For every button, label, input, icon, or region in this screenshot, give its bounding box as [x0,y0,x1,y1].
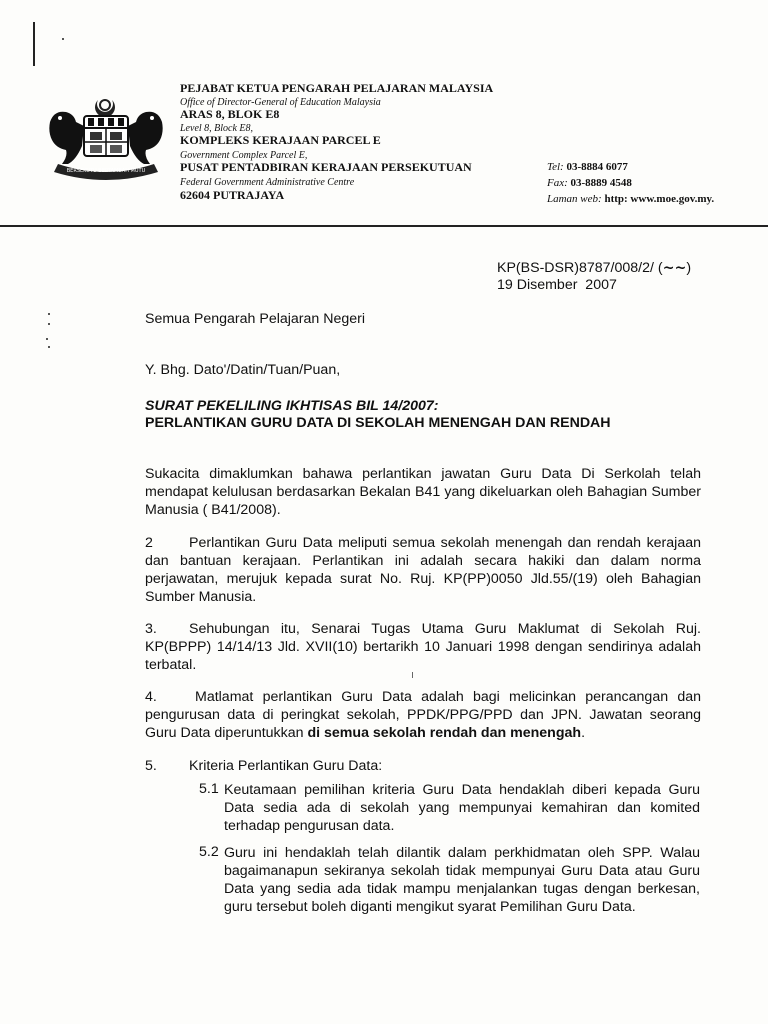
tel-label: Tel: [547,161,564,173]
scan-dot [46,338,48,340]
malaysia-coat-of-arms-icon [40,92,172,182]
paragraph-4 [145,688,701,742]
scan-dot [48,346,50,348]
paragraph-4-bold: di semua sekolah rendah dan menengah [307,725,582,741]
paragraph-3 [145,620,701,674]
letterhead-line-7: PUSAT PENTADBIRAN KERAJAAN PERSEKUTUAN [180,160,472,174]
fax-line [547,176,632,191]
header-divider [0,225,768,227]
web-line [547,192,714,207]
scan-dot [48,323,50,325]
letterhead-line-6: Government Complex Parcel E, [180,150,308,161]
tel-value: 03-8884 6077 [566,161,628,173]
handwritten-mark: ~~ [662,260,687,276]
svg-text:BERSEKUTU BERTAMBAH MUTU: BERSEKUTU BERTAMBAH MUTU [66,168,146,174]
recipient: Semua Pengarah Pelajaran Negeri [145,311,366,327]
paragraph-4-text: Matlamat perlantikan Guru Data adalah bagi melicinkan perancangan dan pengurusan data di peringkat sekolah, PPDK/PPG/PPD dan JPN. Jawatan seorang Guru Data diperuntukkan [145,689,701,741]
item-5-2-text: Guru ini hendaklah telah dilantik dalam perkhidmatan oleh SPP. Walau bagaimanapun sekiranya sekolah tidak mempunyai Guru Data atau Guru Data yang sedia ada tidak mampu menjalankan tugas dengan berkesan, guru tersebut boleh diganti mengikut syarat Pemilihan Guru Data. [224,845,700,915]
letterhead-line-4: Level 8, Block E8, [180,123,254,134]
item-5-1-text: Keutamaan pemilihan kriteria Guru Data hendaklah diberi kepada Guru Data sedia ada di sekolah yang mempunyai kemahiran dan komited terhadap pengurusan data. [224,782,700,834]
paragraph-4-end: . [581,725,586,741]
item-5-1-num: 5.1 [199,781,219,797]
letterhead-line-2: Office of Director-General of Education Malaysia [180,97,381,108]
scan-dot [48,313,50,315]
web-label: Laman web: [547,193,602,205]
letterhead-line-9: 62604 PUTRAJAYA [180,188,285,202]
letterhead-line-5: KOMPLEKS KERAJAAN PARCEL E [180,133,381,147]
letterhead-line-8: Federal Government Administrative Centre [180,177,355,188]
reference-number [497,259,691,277]
reference-date: 19 Disember 2007 [497,277,617,293]
paragraph-1: Sukacita dimaklumkan bahawa perlantikan jawatan Guru Data Di Serkolah telah mendapat kelulusan berdasarkan Bekalan B41 yang dikeluarkan oleh Bahagian Sumber Manusia ( B41/2008). [145,466,701,518]
scan-mark [33,22,35,66]
reference-number-text: KP(BS-DSR)8787/008/2/ ( [497,260,663,276]
paragraph-2-text: Perlantikan Guru Data meliputi semua sekolah menengah dan rendah kerajaan dan bantuan kerajaan. Perlantikan ini adalah secara hakiki dan dalam norma perjawatan, merujuk kepada surat No. Ruj. KP(PP)0050 Jld.55/(19) oleh Bahagian Sumber Manusia. [145,535,701,605]
scan-dot [62,38,64,40]
subject-line-1: SURAT PEKELILING IKHTISAS BIL 14/2007: [145,398,439,414]
fax-value: 03-8889 4548 [570,177,632,189]
reference-number-end: ) [686,260,692,276]
fax-label: Fax: [547,177,568,189]
salutation: Y. Bhg. Dato'/Datin/Tuan/Puan, [145,362,341,378]
tel-line [547,160,628,175]
paragraph-5-num: 5. [145,758,157,774]
paragraph-5-text: Kriteria Perlantikan Guru Data: [189,758,383,774]
paragraph-2-num: 2 [145,535,153,551]
letterhead-line-3: ARAS 8, BLOK E8 [180,107,280,121]
scan-mark [412,672,413,678]
paragraph-3-text: Sehubungan itu, Senarai Tugas Utama Guru Maklumat di Sekolah Ruj. KP(BPPP) 14/14/13 Jld. XVII(10) bertarikh 10 Januari 1998 dengan sendirinya adalah terbatal. [145,621,701,673]
subject-line-2: PERLANTIKAN GURU DATA DI SEKOLAH MENENGAH DAN RENDAH [145,415,611,431]
letterhead-line-1: PEJABAT KETUA PENGARAH PELAJARAN MALAYSIA [180,81,494,95]
paragraph-2 [145,534,701,606]
paragraph-3-num: 3. [145,621,157,637]
paragraph-4-num: 4. [145,689,157,705]
item-5-2-num: 5.2 [199,844,219,860]
web-value: http: www.moe.gov.my. [604,193,715,205]
